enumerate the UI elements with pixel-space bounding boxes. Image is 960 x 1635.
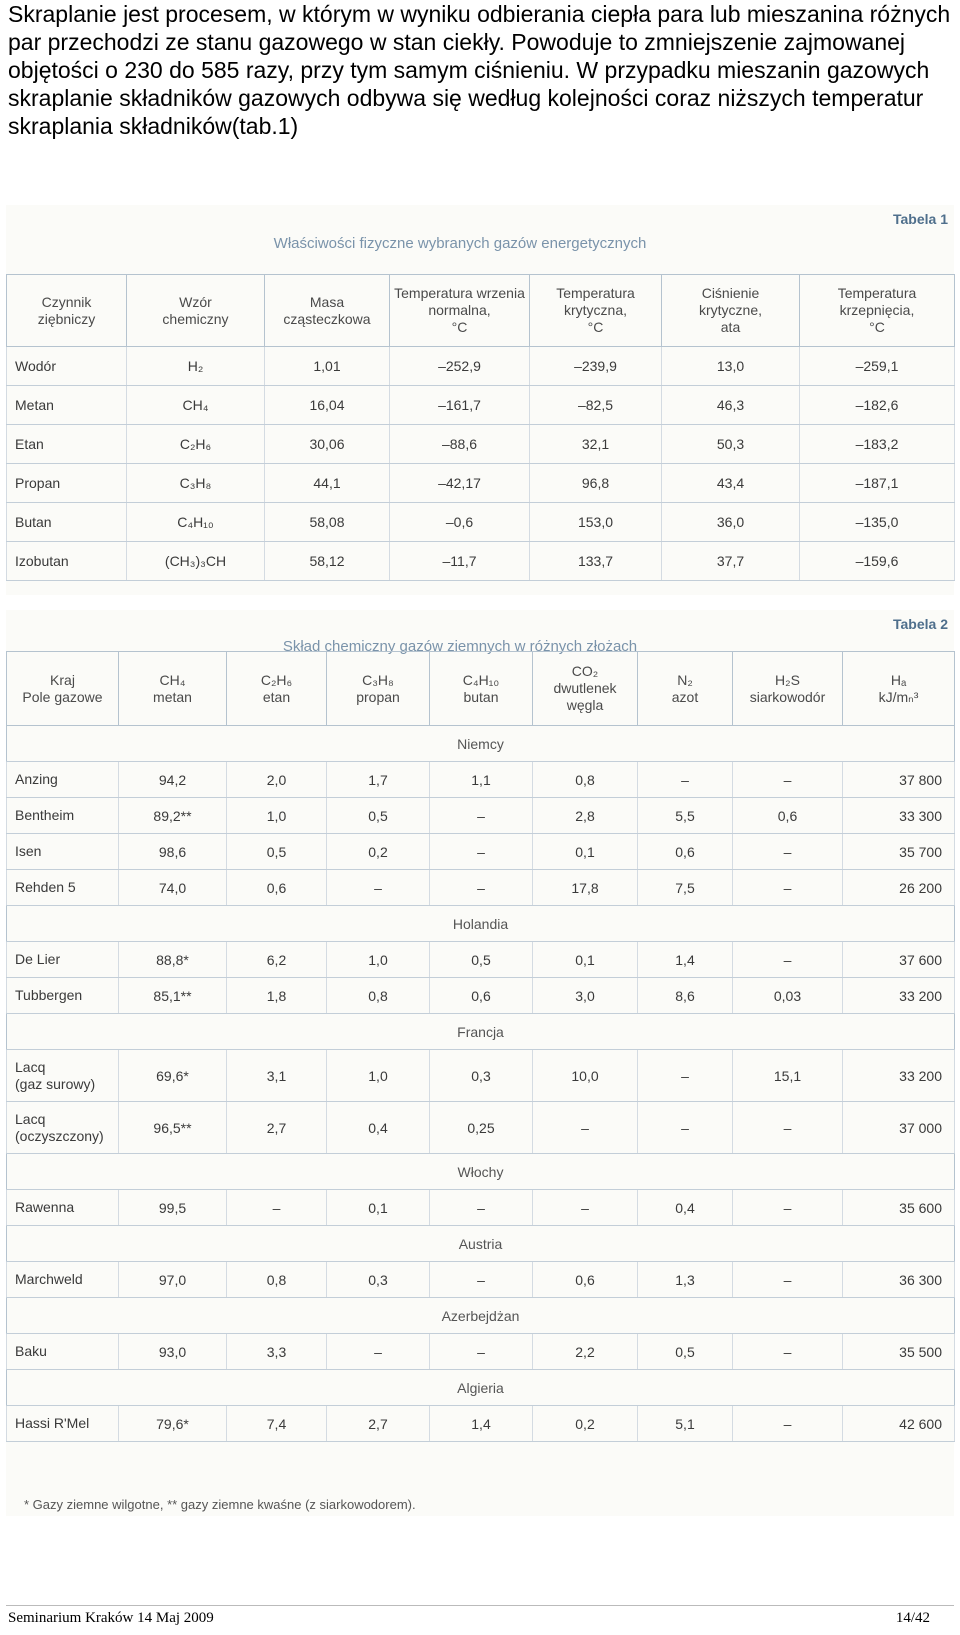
table-row xyxy=(7,1262,955,1298)
table2-header-cell: Hₐ kJ/mₙ³ xyxy=(843,652,955,726)
table-cell: 1,1 xyxy=(430,762,533,798)
table-cell: 88,8* xyxy=(119,942,227,978)
table2-header-cell: C₄H₁₀ butan xyxy=(430,652,533,726)
table-cell: C₃H₈ xyxy=(127,464,265,503)
table-cell: 6,2 xyxy=(227,942,327,978)
table-cell: 5,1 xyxy=(638,1406,733,1442)
table-cell: – xyxy=(733,870,843,906)
table-cell: 35 700 xyxy=(843,834,955,870)
table2-header-cell: CH₄ metan xyxy=(119,652,227,726)
gas-field-cell: Rawenna xyxy=(7,1190,119,1226)
table1 xyxy=(6,274,955,581)
gas-name-cell: Propan xyxy=(7,464,127,503)
table-cell: 15,1 xyxy=(733,1050,843,1102)
table-cell: 1,0 xyxy=(327,942,430,978)
table-cell: –42,17 xyxy=(390,464,530,503)
table2-header-row xyxy=(7,652,955,726)
table-cell: 30,06 xyxy=(265,425,390,464)
table1-header-cell: Masa cząsteczkowa xyxy=(265,275,390,347)
table2-body xyxy=(7,726,955,1442)
table-cell: 50,3 xyxy=(662,425,800,464)
table-row xyxy=(7,1406,955,1442)
table-cell: 94,2 xyxy=(119,762,227,798)
table-cell: –239,9 xyxy=(530,347,662,386)
table-cell: – xyxy=(733,1190,843,1226)
table-cell: –0,6 xyxy=(390,503,530,542)
table-cell: –259,1 xyxy=(800,347,955,386)
table2-header-cell: CO₂ dwutlenek węgla xyxy=(533,652,638,726)
table-row xyxy=(7,870,955,906)
gas-field-cell: Lacq (gaz surowy) xyxy=(7,1050,119,1102)
table-row xyxy=(7,834,955,870)
table-cell: 35 500 xyxy=(843,1334,955,1370)
gas-field-cell: Tubbergen xyxy=(7,978,119,1014)
country-label: Algieria xyxy=(7,1370,955,1406)
table-cell: – xyxy=(430,834,533,870)
table2-header-cell: Kraj Pole gazowe xyxy=(7,652,119,726)
table-cell: 0,8 xyxy=(227,1262,327,1298)
table-row xyxy=(7,762,955,798)
table-cell: H₂ xyxy=(127,347,265,386)
table-cell: 97,0 xyxy=(119,1262,227,1298)
footer-seminar: Seminarium Kraków 14 Maj 2009 xyxy=(8,1610,214,1626)
table-cell: C₂H₆ xyxy=(127,425,265,464)
table-cell: 0,5 xyxy=(638,1334,733,1370)
table-cell: 1,0 xyxy=(327,1050,430,1102)
table-cell: – xyxy=(327,1334,430,1370)
gas-field-cell: Bentheim xyxy=(7,798,119,834)
table-cell: 58,08 xyxy=(265,503,390,542)
table-cell: 8,6 xyxy=(638,978,733,1014)
table-cell: – xyxy=(533,1102,638,1154)
table1-header-cell: Czynnik ziębniczy xyxy=(7,275,127,347)
table-row xyxy=(7,1190,955,1226)
table-cell: 5,5 xyxy=(638,798,733,834)
table-row xyxy=(7,1334,955,1370)
table-cell: 0,8 xyxy=(327,978,430,1014)
table-cell: 89,2** xyxy=(119,798,227,834)
table-row xyxy=(7,347,955,386)
table1-title: Właściwości fizyczne wybranych gazów energetycznych xyxy=(273,235,647,252)
table-cell: C₄H₁₀ xyxy=(127,503,265,542)
table-cell: 74,0 xyxy=(119,870,227,906)
table-cell: 7,4 xyxy=(227,1406,327,1442)
country-group-row xyxy=(7,1370,955,1406)
table-cell: 2,7 xyxy=(227,1102,327,1154)
table-row xyxy=(7,1050,955,1102)
country-label: Azerbejdżan xyxy=(7,1298,955,1334)
table-cell: 33 300 xyxy=(843,798,955,834)
table-cell: 2,0 xyxy=(227,762,327,798)
gas-name-cell: Etan xyxy=(7,425,127,464)
table-cell: –135,0 xyxy=(800,503,955,542)
table-cell: –187,1 xyxy=(800,464,955,503)
table2-header-cell: C₃H₈ propan xyxy=(327,652,430,726)
table-cell: – xyxy=(733,1102,843,1154)
table-cell: –82,5 xyxy=(530,386,662,425)
table-cell: 2,8 xyxy=(533,798,638,834)
table-cell: 1,4 xyxy=(638,942,733,978)
table-cell: 37 000 xyxy=(843,1102,955,1154)
gas-field-cell: Lacq (oczyszczony) xyxy=(7,1102,119,1154)
table-cell: – xyxy=(733,1262,843,1298)
table-cell: 17,8 xyxy=(533,870,638,906)
gas-name-cell: Wodór xyxy=(7,347,127,386)
gas-field-cell: Hassi R'Mel xyxy=(7,1406,119,1442)
table-cell: –88,6 xyxy=(390,425,530,464)
table2-header-cell: C₂H₆ etan xyxy=(227,652,327,726)
table-cell: 1,01 xyxy=(265,347,390,386)
table-cell: 0,8 xyxy=(533,762,638,798)
table-cell: 2,7 xyxy=(327,1406,430,1442)
table-cell: 42 600 xyxy=(843,1406,955,1442)
table-cell: 0,2 xyxy=(533,1406,638,1442)
table-cell: 36,0 xyxy=(662,503,800,542)
table-cell: 85,1** xyxy=(119,978,227,1014)
table-cell: 7,5 xyxy=(638,870,733,906)
country-label: Holandia xyxy=(7,906,955,942)
country-label: Francja xyxy=(7,1014,955,1050)
table-cell: 0,1 xyxy=(327,1190,430,1226)
table-cell: –252,9 xyxy=(390,347,530,386)
table-cell: – xyxy=(638,762,733,798)
table-cell: 33 200 xyxy=(843,978,955,1014)
table-cell: 3,3 xyxy=(227,1334,327,1370)
table-cell: – xyxy=(733,1406,843,1442)
table2-title: Skład chemiczny gazów ziemnych w różnych złożach xyxy=(282,638,638,655)
table-cell: – xyxy=(430,1334,533,1370)
gas-field-cell: Baku xyxy=(7,1334,119,1370)
table-cell: –182,6 xyxy=(800,386,955,425)
table-cell: 0,03 xyxy=(733,978,843,1014)
table-cell: 93,0 xyxy=(119,1334,227,1370)
table-cell: – xyxy=(327,870,430,906)
table1-scan xyxy=(6,205,954,595)
table1-header-cell: Temperatura wrzenia normalna, °C xyxy=(390,275,530,347)
table1-header-row xyxy=(7,275,955,347)
country-group-row xyxy=(7,906,955,942)
country-group-row xyxy=(7,1014,955,1050)
footer-page-number: 14/42 xyxy=(895,1610,930,1626)
table-cell: – xyxy=(430,870,533,906)
table-row xyxy=(7,978,955,1014)
table1-header-cell: Temperatura krytyczna, °C xyxy=(530,275,662,347)
gas-field-cell: Isen xyxy=(7,834,119,870)
table2-number: Tabela 2 xyxy=(893,616,948,632)
table-cell: – xyxy=(430,798,533,834)
gas-name-cell: Butan xyxy=(7,503,127,542)
country-group-row xyxy=(7,1154,955,1190)
table-cell: CH₄ xyxy=(127,386,265,425)
table-cell: 1,3 xyxy=(638,1262,733,1298)
table-cell: 3,0 xyxy=(533,978,638,1014)
table-cell: 37 600 xyxy=(843,942,955,978)
gas-field-cell: Rehden 5 xyxy=(7,870,119,906)
table-cell: 0,3 xyxy=(327,1262,430,1298)
table1-header-cell: Temperatura krzepnięcia, °C xyxy=(800,275,955,347)
table-row xyxy=(7,425,955,464)
table-cell: –161,7 xyxy=(390,386,530,425)
table-row xyxy=(7,503,955,542)
table-cell: 0,6 xyxy=(430,978,533,1014)
table-cell: 0,6 xyxy=(533,1262,638,1298)
table-cell: 0,5 xyxy=(327,798,430,834)
table-cell: 26 200 xyxy=(843,870,955,906)
gas-field-cell: De Lier xyxy=(7,942,119,978)
table-cell: 96,8 xyxy=(530,464,662,503)
table-cell: 32,1 xyxy=(530,425,662,464)
table-cell: 0,25 xyxy=(430,1102,533,1154)
table-row xyxy=(7,542,955,581)
table-cell: 44,1 xyxy=(265,464,390,503)
table-cell: –11,7 xyxy=(390,542,530,581)
table-cell: – xyxy=(733,762,843,798)
table-cell: 133,7 xyxy=(530,542,662,581)
table2-header-cell: N₂ azot xyxy=(638,652,733,726)
table-cell: 153,0 xyxy=(530,503,662,542)
table-cell: 2,2 xyxy=(533,1334,638,1370)
table1-header-cell: Wzór chemiczny xyxy=(127,275,265,347)
table-cell: 1,8 xyxy=(227,978,327,1014)
table-cell: 96,5** xyxy=(119,1102,227,1154)
table-cell: – xyxy=(733,1334,843,1370)
table-cell: 10,0 xyxy=(533,1050,638,1102)
table-cell: 16,04 xyxy=(265,386,390,425)
table-cell: –159,6 xyxy=(800,542,955,581)
table-row xyxy=(7,386,955,425)
table2-header-cell: H₂S siarkowodór xyxy=(733,652,843,726)
table-cell: 0,5 xyxy=(227,834,327,870)
table-cell: – xyxy=(733,942,843,978)
table2-scan xyxy=(6,610,954,1516)
table-cell: – xyxy=(533,1190,638,1226)
country-group-row xyxy=(7,726,955,762)
gas-name-cell: Metan xyxy=(7,386,127,425)
table-cell: 69,6* xyxy=(119,1050,227,1102)
table-cell: 46,3 xyxy=(662,386,800,425)
table-cell: – xyxy=(430,1262,533,1298)
table-row xyxy=(7,942,955,978)
table-cell: 43,4 xyxy=(662,464,800,503)
table-cell: – xyxy=(430,1190,533,1226)
table-cell: 36 300 xyxy=(843,1262,955,1298)
intro-paragraph: Skraplanie jest procesem, w którym w wyniku odbierania ciepła para lub mieszanina różnych par przechodzi ze stanu gazowego w stan ciekły. Powoduje to zmniejszenie zajmowanej objętości o 230 do 585 razy, przy tym samym ciśnieniu. W przypadku mieszanin gazowych skraplanie składników gazowych odbywa się według kolejności coraz niższych temperatur skraplania składników(tab.1) xyxy=(8,1,951,139)
table-cell: 0,1 xyxy=(533,942,638,978)
table-cell: 1,7 xyxy=(327,762,430,798)
table-cell: – xyxy=(638,1050,733,1102)
country-group-row xyxy=(7,1298,955,1334)
table-cell: – xyxy=(733,834,843,870)
table-cell: – xyxy=(638,1102,733,1154)
table-cell: 58,12 xyxy=(265,542,390,581)
country-group-row xyxy=(7,1226,955,1262)
table-cell: 1,0 xyxy=(227,798,327,834)
table2-footnote: * Gazy ziemne wilgotne, ** gazy ziemne kwaśne (z siarkowodorem). xyxy=(24,1497,416,1512)
table-cell: 13,0 xyxy=(662,347,800,386)
table-row xyxy=(7,464,955,503)
country-label: Niemcy xyxy=(7,726,955,762)
table2 xyxy=(6,651,955,1442)
table-cell: (CH₃)₃CH xyxy=(127,542,265,581)
table-cell: – xyxy=(227,1190,327,1226)
footer-divider xyxy=(6,1605,954,1606)
table1-number: Tabela 1 xyxy=(893,211,948,227)
table-cell: 0,6 xyxy=(638,834,733,870)
table-cell: 0,4 xyxy=(327,1102,430,1154)
table1-body xyxy=(7,347,955,581)
gas-field-cell: Anzing xyxy=(7,762,119,798)
table-cell: 35 600 xyxy=(843,1190,955,1226)
table-cell: 98,6 xyxy=(119,834,227,870)
country-label: Austria xyxy=(7,1226,955,1262)
table-cell: 99,5 xyxy=(119,1190,227,1226)
table-cell: 0,6 xyxy=(733,798,843,834)
gas-field-cell: Marchweld xyxy=(7,1262,119,1298)
table-cell: 0,3 xyxy=(430,1050,533,1102)
table-cell: 79,6* xyxy=(119,1406,227,1442)
table-cell: 1,4 xyxy=(430,1406,533,1442)
table-cell: –183,2 xyxy=(800,425,955,464)
table-cell: 0,6 xyxy=(227,870,327,906)
country-label: Włochy xyxy=(7,1154,955,1190)
table-cell: 33 200 xyxy=(843,1050,955,1102)
table1-header-cell: Ciśnienie krytyczne, ata xyxy=(662,275,800,347)
table-cell: 0,1 xyxy=(533,834,638,870)
table-cell: 0,2 xyxy=(327,834,430,870)
table-cell: 0,5 xyxy=(430,942,533,978)
table-row xyxy=(7,1102,955,1154)
table-cell: 37,7 xyxy=(662,542,800,581)
gas-name-cell: Izobutan xyxy=(7,542,127,581)
table-cell: 37 800 xyxy=(843,762,955,798)
table-row xyxy=(7,798,955,834)
table-cell: 0,4 xyxy=(638,1190,733,1226)
table-cell: 3,1 xyxy=(227,1050,327,1102)
